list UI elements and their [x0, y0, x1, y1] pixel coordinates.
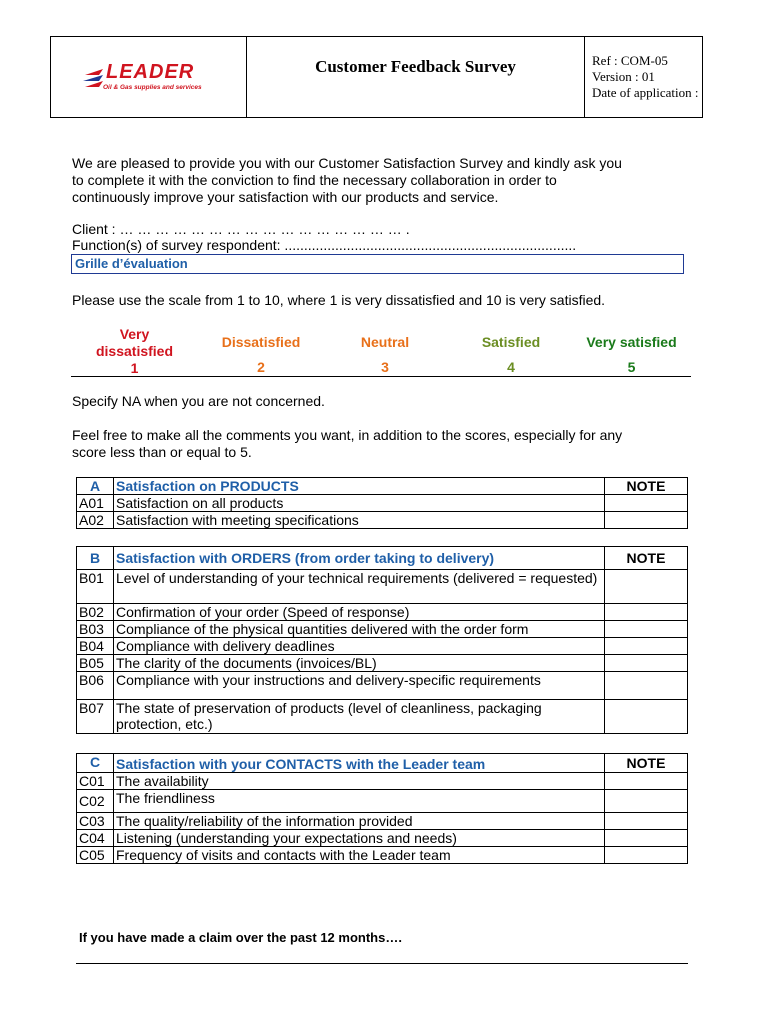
note-input[interactable] [605, 830, 688, 847]
item-code: C04 [77, 830, 114, 847]
item-code: C01 [77, 773, 114, 790]
note-input[interactable] [605, 604, 688, 621]
section-header [77, 478, 688, 495]
document-header [50, 36, 703, 118]
evaluation-grid-heading: Grille d’évaluation [71, 254, 684, 274]
scale-item-4 [466, 334, 556, 376]
table-row [77, 813, 688, 830]
item-text: The availability [114, 773, 605, 790]
note-input[interactable] [605, 790, 688, 813]
item-text: Compliance with delivery deadlines [114, 638, 605, 655]
claim-prompt: If you have made a claim over the past 12 months…. [79, 930, 402, 945]
scale-item-1 [82, 326, 187, 377]
scale-item-5 [574, 334, 689, 376]
section-a-table [76, 477, 688, 529]
section-title: Satisfaction with your CONTACTS with the Leader team [114, 754, 605, 773]
scale-number: 1 [130, 360, 139, 376]
note-input[interactable] [605, 847, 688, 864]
comments-note-1: Feel free to make all the comments you want, in addition to the scores, especially for any [72, 427, 623, 443]
item-text: Compliance of the physical quantities delivered with the order form [114, 621, 605, 638]
note-input[interactable] [605, 621, 688, 638]
item-code: B02 [77, 604, 114, 621]
scale-item-3 [340, 334, 430, 376]
item-text: Frequency of visits and contacts with the Leader team [114, 847, 605, 864]
table-row [77, 621, 688, 638]
scale-label: Very [119, 326, 150, 342]
scale-item-2 [206, 334, 316, 376]
note-input[interactable] [605, 655, 688, 672]
comments-note-2: score less than or equal to 5. [72, 444, 252, 460]
table-row [77, 672, 688, 700]
section-header [77, 547, 688, 570]
item-code: C03 [77, 813, 114, 830]
note-header: NOTE [605, 547, 688, 570]
section-code: A [77, 478, 114, 495]
note-header: NOTE [605, 478, 688, 495]
scale-underline [71, 376, 691, 377]
logo-text: LEADER [106, 61, 195, 83]
section-code: C [77, 754, 114, 773]
item-code: B05 [77, 655, 114, 672]
item-code: B07 [77, 700, 114, 734]
table-row [77, 773, 688, 790]
section-c-table [76, 753, 688, 864]
client-field[interactable]: Client : … … … … … … … … … … … … … … … … . [72, 221, 410, 237]
item-text: Listening (understanding your expectations and needs) [114, 830, 605, 847]
scale-label: Neutral [360, 334, 410, 350]
table-row [77, 790, 688, 813]
item-code: B06 [77, 672, 114, 700]
scale-number: 4 [507, 359, 515, 375]
item-text: Satisfaction on all products [114, 495, 605, 512]
note-input[interactable] [605, 813, 688, 830]
table-row [77, 700, 688, 734]
logo-cell [51, 37, 247, 117]
item-text: Confirmation of your order (Speed of response) [114, 604, 605, 621]
item-text: The friendliness [114, 790, 605, 813]
item-code: C02 [77, 790, 114, 813]
table-row [77, 830, 688, 847]
scale-label-2: dissatisfied [95, 343, 174, 359]
section-title: Satisfaction with ORDERS (from order taking to delivery) [114, 547, 605, 570]
ref-code: Ref : COM-05 [592, 53, 668, 68]
document-title: Customer Feedback Survey [247, 37, 585, 117]
table-row [77, 655, 688, 672]
note-input[interactable] [605, 672, 688, 700]
table-row [77, 847, 688, 864]
item-code: A01 [77, 495, 114, 512]
section-header [77, 754, 688, 773]
note-input[interactable] [605, 495, 688, 512]
scale-label: Very satisfied [586, 334, 677, 350]
date-of-application: Date of application : [592, 85, 699, 100]
logo-subtitle: Oil & Gas supplies and services [103, 84, 202, 91]
item-text: Satisfaction with meeting specifications [114, 512, 605, 529]
scale-number: 5 [627, 359, 636, 375]
note-input[interactable] [605, 700, 688, 734]
item-code: B01 [77, 570, 114, 604]
table-row [77, 570, 688, 604]
item-text: Level of understanding of your technical requirements (delivered = requested) [114, 570, 605, 604]
item-text: The state of preservation of products (level of cleanliness, packaging protection, etc.) [114, 700, 605, 734]
scale-label: Dissatisfied [221, 334, 301, 350]
intro-line-1: We are pleased to provide you with our Customer Satisfaction Survey and kindly ask you [72, 155, 622, 171]
note-input[interactable] [605, 773, 688, 790]
item-code: B04 [77, 638, 114, 655]
table-row [77, 638, 688, 655]
note-input[interactable] [605, 638, 688, 655]
claim-answer-line[interactable] [76, 963, 688, 964]
table-row [77, 495, 688, 512]
scale-number: 2 [257, 359, 265, 375]
item-text: Compliance with your instructions and delivery-specific requirements [114, 672, 605, 700]
item-code: A02 [77, 512, 114, 529]
scale-number: 3 [381, 359, 389, 375]
note-header: NOTE [605, 754, 688, 773]
table-row [77, 604, 688, 621]
item-text: The quality/reliability of the information provided [114, 813, 605, 830]
table-row [77, 512, 688, 529]
section-title: Satisfaction on PRODUCTS [114, 478, 605, 495]
intro-line-2: to complete it with the conviction to find the necessary collaboration in order to [72, 172, 557, 188]
section-code: B [77, 547, 114, 570]
section-b-table [76, 546, 688, 734]
note-input[interactable] [605, 570, 688, 604]
scale-instructions: Please use the scale from 1 to 10, where 1 is very dissatisfied and 10 is very satisfied. [72, 292, 606, 308]
item-code: B03 [77, 621, 114, 638]
intro-line-3: continuously improve your satisfaction with our products and service. [72, 189, 499, 205]
version: Version : 01 [592, 69, 655, 84]
document-reference [585, 37, 702, 117]
note-input[interactable] [605, 512, 688, 529]
na-note: Specify NA when you are not concerned. [72, 393, 325, 409]
scale-label: Satisfied [481, 334, 541, 350]
respondent-function-field[interactable]: Function(s) of survey respondent: ........................................................................... [72, 237, 577, 253]
item-code: C05 [77, 847, 114, 864]
item-text: The clarity of the documents (invoices/BL) [114, 655, 605, 672]
